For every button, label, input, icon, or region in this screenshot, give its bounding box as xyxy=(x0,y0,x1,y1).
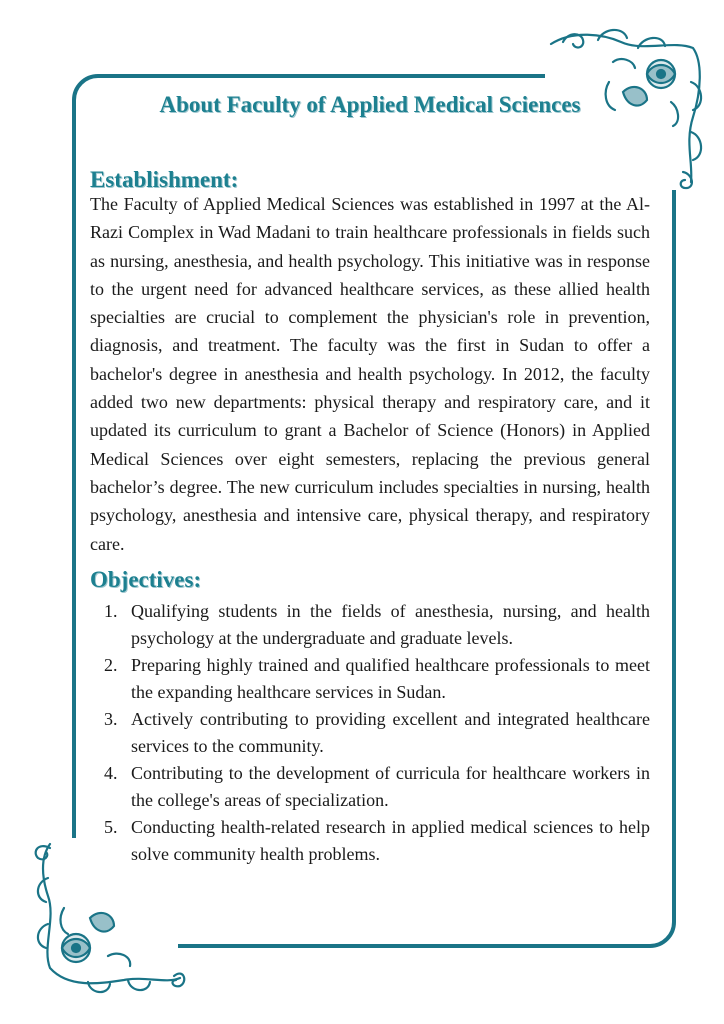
objective-item xyxy=(104,598,650,652)
page-title: About Faculty of Applied Medical Sciences xyxy=(159,92,581,117)
objective-number: 5. xyxy=(104,817,118,837)
objective-item xyxy=(104,814,650,868)
objective-item xyxy=(104,706,650,760)
objective-text: Preparing highly trained and qualified healthcare professionals to meet the expanding healthcare services in Sudan. xyxy=(131,655,650,702)
objective-item xyxy=(104,652,650,706)
objective-number: 3. xyxy=(104,709,118,729)
objective-text: Contributing to the development of curricula for healthcare workers in the college's areas of specialization. xyxy=(131,763,650,810)
objective-number: 1. xyxy=(104,601,118,621)
establishment-heading: Establishment: xyxy=(90,167,239,193)
objectives-list xyxy=(104,598,650,868)
objective-number: 4. xyxy=(104,763,118,783)
objective-text: Qualifying students in the fields of anesthesia, nursing, and health psychology at the undergraduate and graduate levels. xyxy=(131,601,650,648)
objective-text: Actively contributing to providing excellent and integrated healthcare services to the community. xyxy=(131,709,650,756)
objectives-heading: Objectives: xyxy=(90,567,202,593)
objective-item xyxy=(104,760,650,814)
objective-text: Conducting health-related research in applied medical sciences to help solve community health problems. xyxy=(131,817,650,864)
establishment-paragraph: The Faculty of Applied Medical Sciences was established in 1997 at the Al-Razi Complex in Wad Madani to train healthcare professionals in fields such as nursing, anesthesia, and health psychology. This initiative was in response to the urgent need for advanced healthcare services, as these allied health specialties are crucial to complement the physician's role in prevention, diagnosis, and treatment. The faculty was the first in Sudan to offer a bachelor's degree in anesthesia and health psychology. In 2012, the faculty added two new departments: physical therapy and respiratory care, and it updated its curriculum to grant a Bachelor of Science (Honors) in Applied Medical Sciences over eight semesters, replacing the previous general bachelor’s degree. The new curriculum includes specialties in nursing, health psychology, anesthesia and intensive care, physical therapy, and respiratory care. xyxy=(90,194,650,554)
objective-number: 2. xyxy=(104,655,118,675)
